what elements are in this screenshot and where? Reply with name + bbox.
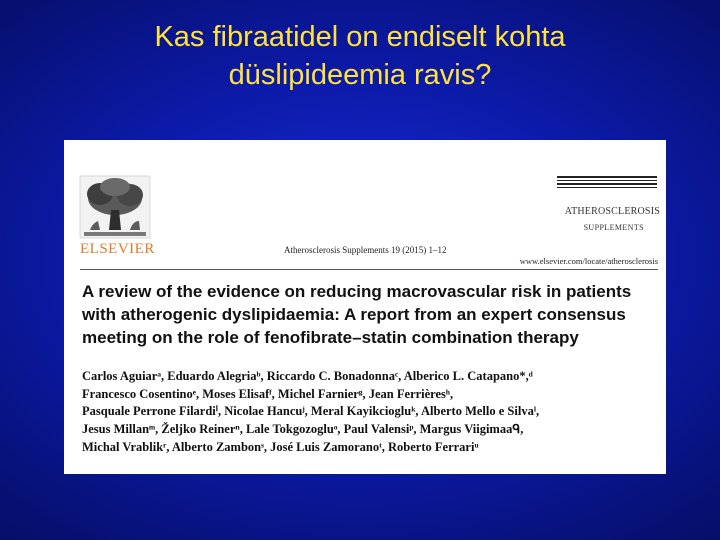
author-line: Carlos Aguiarᵃ, Eduardo Alegriaᵇ, Riccardo C. Bonadonnaᶜ, Alberico L. Catapano*,ᵈ <box>82 369 533 383</box>
author-line: Pasquale Perrone Filardiⁱ, Nicolae Hancuʲ, Meral Kayikciogluᵏ, Alberto Mello e Silvaˡ, <box>82 404 540 419</box>
journal-url: www.elsevier.com/locate/atherosclerosis <box>519 256 658 266</box>
journal-subtitle: SUPPLEMENTS <box>583 223 644 232</box>
journal-header-rules <box>557 176 657 190</box>
slide-title-line-1: Kas fibraatidel on endiselt kohta <box>154 21 566 53</box>
slide-title <box>0 18 720 94</box>
author-line: Jesus Millanᵐ, Željko Reinerⁿ, Lale Tokgozogluᵒ, Paul Valensiᵖ, Margus Viigimaaᑫ, <box>82 422 524 437</box>
elsevier-tree-logo-icon <box>78 174 152 240</box>
article-title-line: meeting on the role of fenofibrate–statin combination therapy <box>82 328 579 347</box>
paper-screenshot <box>64 140 666 474</box>
article-title-line: with atherogenic dyslipidaemia: A report from an expert consensus <box>82 305 626 324</box>
header-divider <box>80 269 658 270</box>
article-title <box>82 280 662 349</box>
journal-citation: Atherosclerosis Supplements 19 (2015) 1–12 <box>284 245 447 255</box>
author-list <box>82 368 662 457</box>
author-line: Francesco Cosentinoᵉ, Moses Elisafᶠ, Michel Farnierᵍ, Jean Ferrièresʰ, <box>82 386 454 401</box>
article-title-line: A review of the evidence on reducing macrovascular risk in patients <box>82 282 632 301</box>
slide-title-line-2: düslipideemia ravis? <box>228 59 492 91</box>
publisher-name: ELSEVIER <box>80 241 155 257</box>
journal-name: ATHEROSCLEROSIS <box>564 206 660 217</box>
author-line: Michal Vrablikʳ, Alberto Zambonˢ, José Luis Zamoranoᵗ, Roberto Ferrariᵘ <box>82 439 479 454</box>
